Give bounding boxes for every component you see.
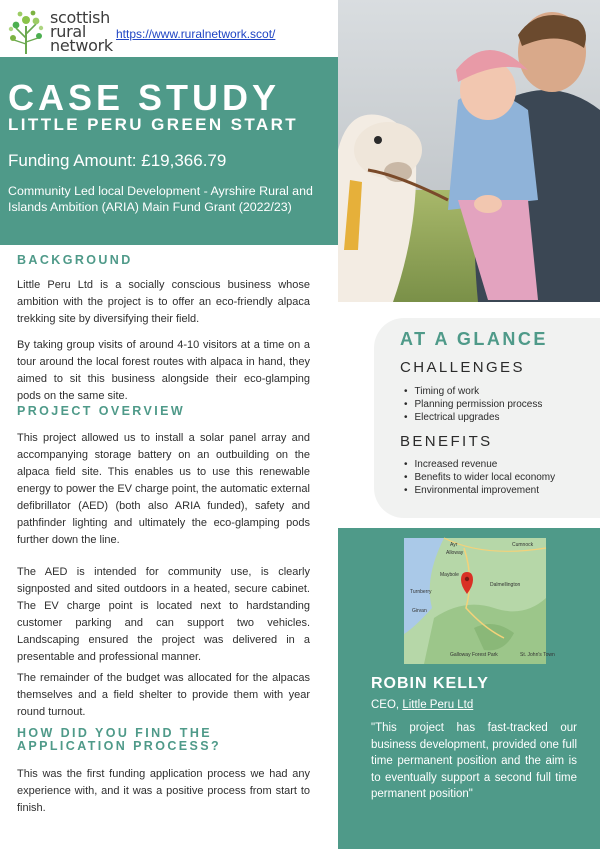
list-item: • Electrical upgrades <box>404 411 542 424</box>
challenges-list <box>404 385 542 424</box>
map-label: Dalmellington <box>490 582 521 588</box>
logo-wordmark <box>50 8 113 55</box>
map-label: Cumnock <box>512 542 534 548</box>
map-label: Girvan <box>412 608 427 614</box>
hero-photo <box>338 0 600 302</box>
overview-paragraph: The AED is intended for community use, is clearly signposted and sited outdoors in a heated, secure cabinet. The EV charge point is located next to hardstanding customer parking and can support two vehicles. Landscaping ensured the project was delivered in a presentable and professional manner. <box>17 566 310 663</box>
list-item: • Timing of work <box>404 385 542 398</box>
case-study-title: CASE STUDY <box>8 77 281 118</box>
map-label: Alloway <box>446 550 464 556</box>
project-overview-heading: PROJECT OVERVIEW <box>17 404 186 418</box>
map-label: Maybole <box>440 572 459 578</box>
benefits-list <box>404 458 555 497</box>
testimonial-quote: "This project has fast-tracked our business development, provided one full time permanent position and the aim is to eventually support a second full time permanent position" <box>371 722 577 800</box>
application-paragraph: This was the first funding application process we had any experience with, and it was a positive process from start to finish. <box>17 768 310 814</box>
quote-author-role <box>371 699 473 711</box>
list-item: • Planning permission process <box>404 398 542 411</box>
map-label: Galloway Forest Park <box>450 652 498 658</box>
funding-amount: Funding Amount: £19,366.79 <box>8 151 227 170</box>
map-label: Ayr <box>450 542 458 548</box>
map-label: Turnberry <box>410 589 432 595</box>
fund-description: Community Led local Development - Ayrshire Rural and Islands Ambition (ARIA) Main Fund Grant (2022/23) <box>8 184 313 214</box>
scottish-rural-network-logo <box>8 6 113 56</box>
role-prefix: CEO, <box>371 699 403 711</box>
overview-paragraph: The remainder of the budget was allocated for the alpacas themselves and a field shelter to provide them with year round turnout. <box>17 672 310 718</box>
background-heading: BACKGROUND <box>17 253 133 267</box>
website-link[interactable]: https://www.ruralnetwork.scot/ <box>116 27 276 41</box>
location-map <box>404 538 555 664</box>
list-item: • Environmental improvement <box>404 484 555 497</box>
benefits-heading: BENEFITS <box>400 433 493 450</box>
application-heading-line: HOW DID YOU FIND THE <box>17 726 212 740</box>
list-item: • Benefits to wider local economy <box>404 471 555 484</box>
organisation-link[interactable]: Little Peru Ltd <box>402 699 474 711</box>
hero-band <box>0 57 338 245</box>
logo-line: rural <box>50 22 87 41</box>
quote-author-name: ROBIN KELLY <box>371 675 489 692</box>
at-a-glance-title: AT A GLANCE <box>400 329 548 349</box>
challenges-heading: CHALLENGES <box>400 359 525 376</box>
application-heading <box>17 727 221 753</box>
background-paragraph: By taking group visits of around 4-10 visitors at a time on a tour around the local forest routes with alpaca in hand, they aimed to sit this business alongside their eco-glamping pods on the same site. <box>17 339 310 402</box>
list-item: • Increased revenue <box>404 458 555 471</box>
project-title: LITTLE PERU GREEN START <box>8 115 299 134</box>
logo-line: scottish <box>50 8 110 27</box>
logo-line: network <box>50 36 113 55</box>
map-label: St. John's Town <box>520 652 555 658</box>
tree-logo-icon <box>8 8 44 56</box>
overview-paragraph: This project allowed us to install a solar panel array and accompanying storage battery on an outbuilding on the alpaca field site. This enables us to use this renewable energy to power the EV charge point, the automatic external defibrillator (AED) (both also ARIA funded), safety and pathfinder lighting and ultimately the eco-glamping pods further down the line. <box>17 432 310 546</box>
background-paragraph: Little Peru Ltd is a socially conscious business whose ambition with the project is to offer an eco-friendly alpaca trekking site by diversifying their field. <box>17 279 310 325</box>
application-heading-line: APPLICATION PROCESS? <box>17 739 222 753</box>
